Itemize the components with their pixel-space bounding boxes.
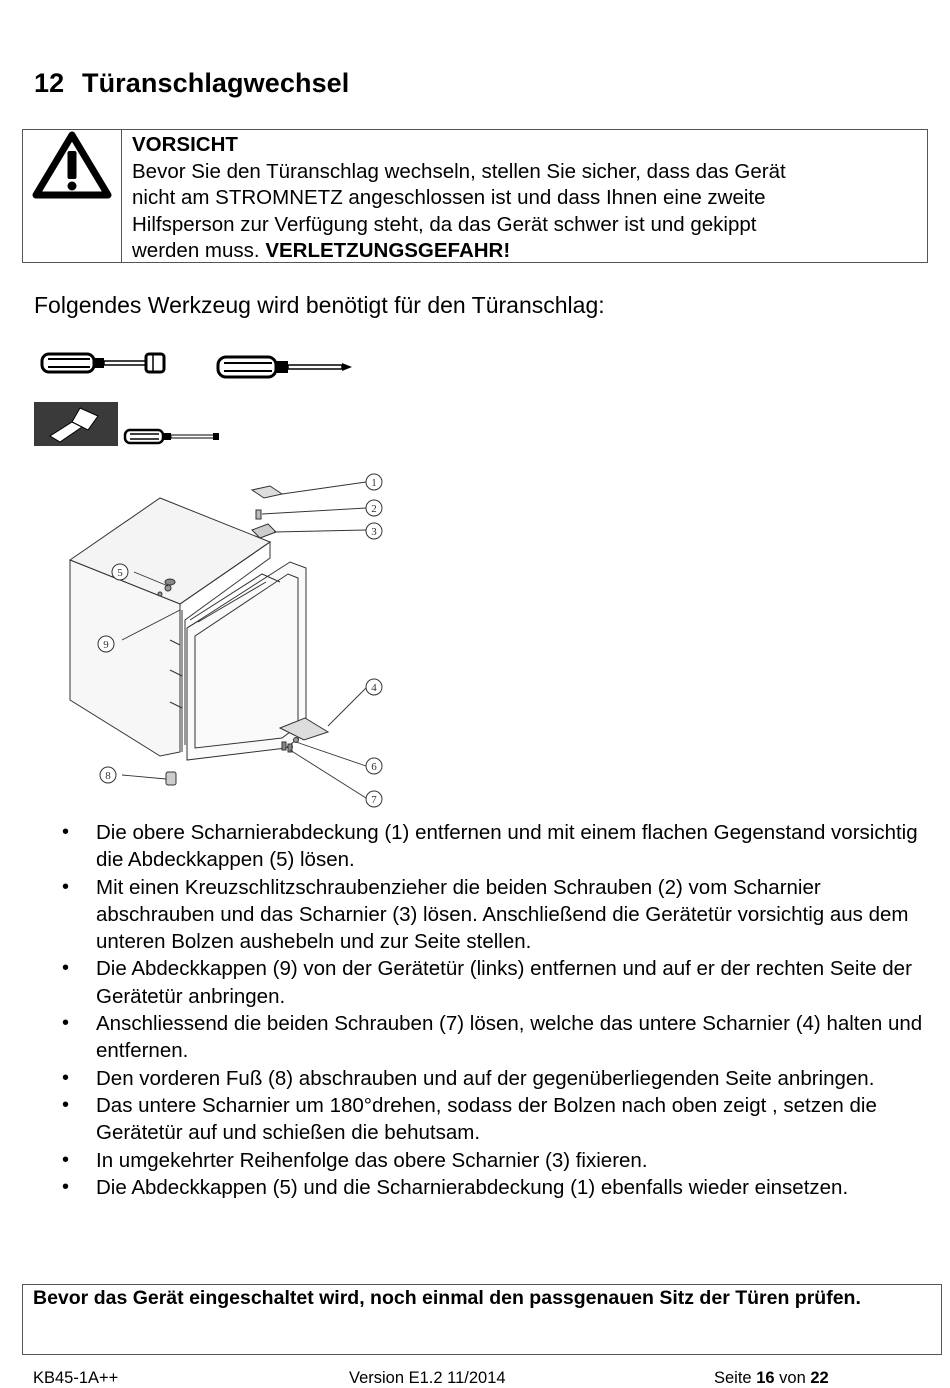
callout-7: 7 — [371, 794, 377, 806]
warning-triangle-icon — [32, 131, 112, 201]
footer-page — [714, 1369, 829, 1388]
callout-9: 9 — [103, 639, 109, 651]
tools-intro: Folgendes Werkzeug wird benötigt für den Türanschlag: — [34, 292, 605, 318]
list-item: • Das untere Scharnier um 180°drehen, sodass der Bolzen nach oben zeigt , setzen die Gerätetür auf und schießen die behutsam. — [60, 1092, 930, 1147]
warning-line: nicht am STROMNETZ angeschlossen ist und dass Ihnen eine zweite — [132, 186, 766, 209]
section-number: 12 — [34, 68, 65, 98]
warning-text — [132, 132, 922, 265]
footer-version: Version E1.2 11/2014 — [349, 1369, 506, 1387]
page-prefix: Seite — [714, 1369, 757, 1387]
warning-box — [22, 129, 928, 263]
page-total: 22 — [810, 1369, 829, 1387]
list-item: • Die obere Scharnierabdeckung (1) entfernen und mit einem flachen Gegenstand vorsichtig die Abdeckkappen (5) lösen. — [60, 819, 930, 874]
callout-8: 8 — [105, 770, 111, 782]
list-item: • Den vorderen Fuß (8) abschrauben und auf der gegenüberliegenden Seite anbringen. — [60, 1065, 930, 1092]
section-title: Türanschlagwechsel — [82, 68, 350, 98]
flat-screwdriver-icon — [123, 428, 223, 446]
warning-line — [132, 238, 922, 265]
note-box — [22, 1284, 942, 1355]
putty-knife-icon — [34, 402, 118, 446]
warning-line: Hilfsperson zur Verfügung steht, da das Gerät schwer ist und gekippt — [132, 212, 757, 236]
callout-2: 2 — [371, 503, 377, 515]
list-item: • Anschliessend die beiden Schrauben (7) lösen, welche das untere Scharnier (4) halten und entfernen. — [60, 1010, 930, 1065]
section-heading — [34, 68, 349, 99]
callout-1: 1 — [371, 477, 377, 489]
list-item: • In umgekehrter Reihenfolge das obere Scharnier (3) fixieren. — [60, 1147, 930, 1174]
list-item: • Die Abdeckkappen (9) von der Gerätetür (links) entfernen und auf er der rechten Seite der Gerätetür anbringen. — [60, 955, 930, 1010]
warning-line: Bevor Sie den Türanschlag wechseln, stellen Sie sicher, dass das Gerät — [132, 159, 786, 183]
list-item: • Mit einen Kreuzschlitzschraubenzieher die beiden Schrauben (2) vom Scharnier abschrauben und das Scharnier (3) lösen. Anschließend die Gerätetür vorsichtig aus dem unteren Bolzen aushebeln und zur Seite stellen. — [60, 874, 930, 956]
fridge-exploded-diagram — [30, 470, 410, 815]
callout-3: 3 — [371, 526, 377, 538]
callout-6: 6 — [371, 761, 377, 773]
socket-screwdriver-icon — [40, 350, 168, 376]
list-item: • Die Abdeckkappen (5) und die Scharnierabdeckung (1) ebenfalls wieder einsetzen. — [60, 1174, 930, 1201]
warning-title: VORSICHT — [132, 133, 238, 156]
callout-4: 4 — [371, 682, 377, 694]
phillips-screwdriver-icon — [216, 354, 356, 380]
page-mid: von — [774, 1369, 811, 1387]
danger-label: VERLETZUNGSGEFAHR! — [265, 239, 511, 262]
note-text: Bevor das Gerät eingeschaltet wird, noch einmal den passgenauen Sitz der Türen prüfen. — [33, 1287, 861, 1309]
callout-5: 5 — [117, 567, 123, 579]
footer-model: KB45-1A++ — [33, 1369, 119, 1387]
warning-icon-cell — [23, 130, 122, 262]
warning-last-line: werden muss. — [132, 239, 266, 262]
instruction-list — [60, 819, 930, 1201]
page-current: 16 — [756, 1369, 775, 1387]
